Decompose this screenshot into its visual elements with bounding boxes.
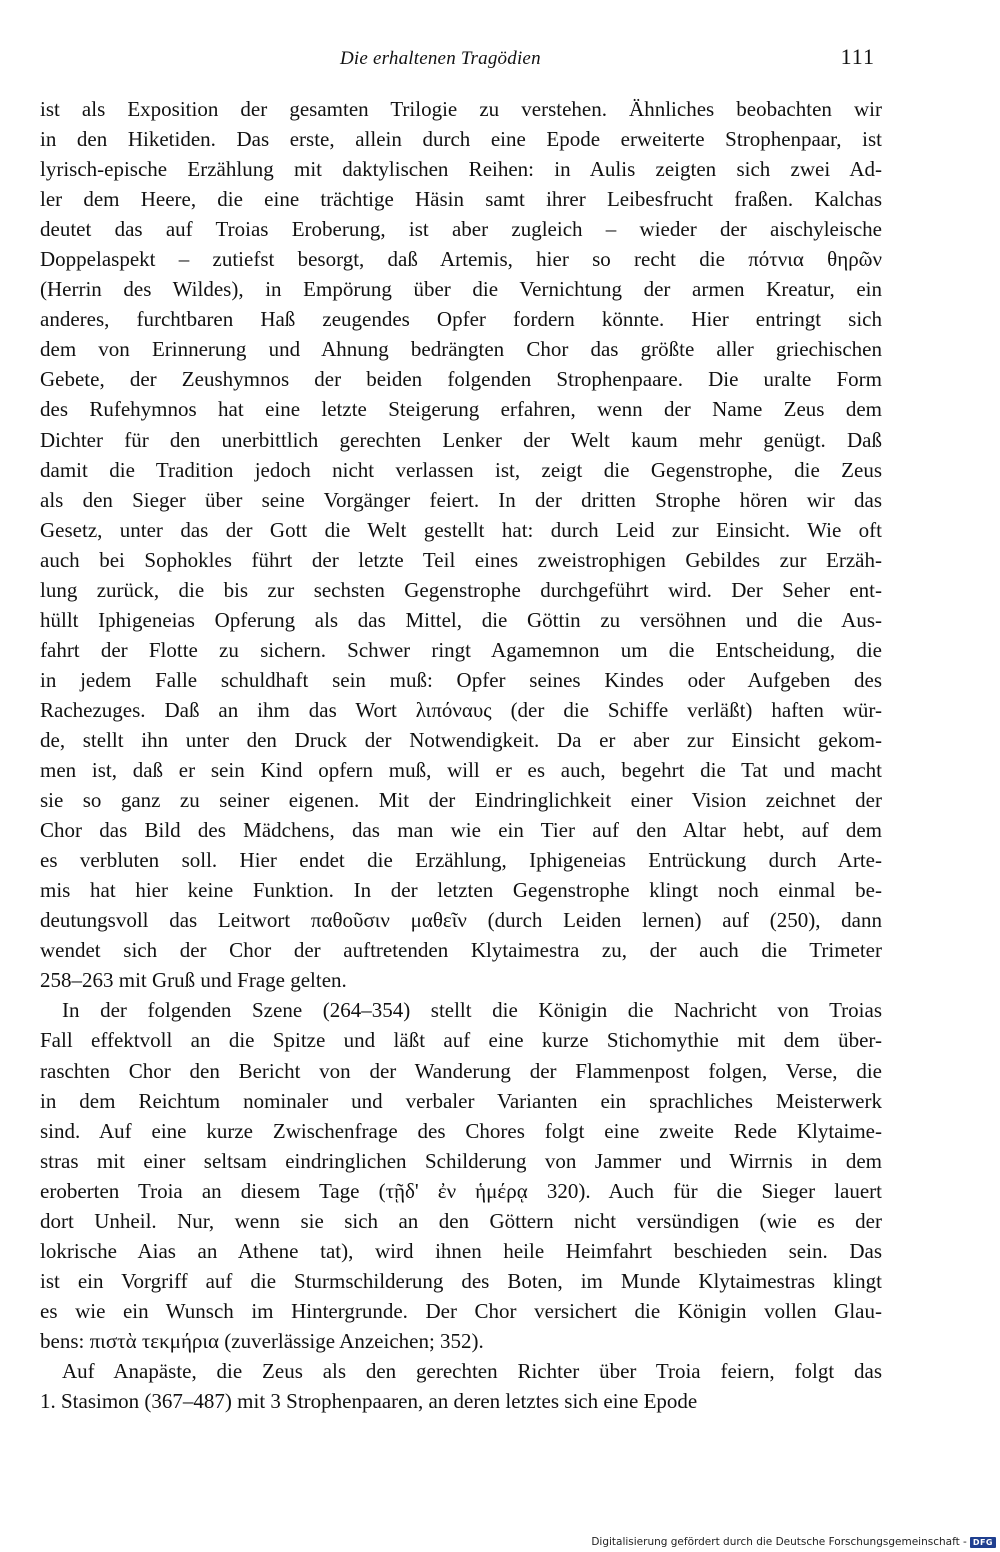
text-line: dem von Erinnerung und Ahnung bedrängten Chor das größte aller griechischen [40, 337, 882, 362]
text-line: (Herrin des Wildes), in Empörung über die Vernichtung der armen Kreatur, ein [40, 277, 882, 302]
text-line: deutungsvoll das Leitwort παθοῦσιν μαθεῖν (durch Leiden lernen) auf (250), dann [40, 908, 882, 933]
running-title: Die erhaltenen Tragödien [340, 48, 541, 69]
text-line: sind. Auf eine kurze Zwischenfrage des Chores folgt eine zweite Rede Klytaime- [40, 1118, 882, 1143]
text-line: auch bei Sophokles führt der letzte Teil eines zweistrophigen Gebildes zur Erzäh- [40, 547, 882, 572]
text-line: In der folgenden Szene (264–354) stellt die Königin die Nachricht von Troias [62, 998, 882, 1023]
text-line: Fall effektvoll an die Spitze und läßt auf eine kurze Stichomythie mit dem über- [40, 1028, 882, 1053]
page-number: 111 [840, 44, 875, 69]
text-line: in dem Reichtum nominaler und verbaler Varianten ein sprachliches Meisterwerk [40, 1088, 882, 1113]
paragraph [40, 995, 882, 1356]
text-line: anderes, furchtbaren Haß zeugendes Opfer fordern könnte. Hier entringt sich [40, 307, 882, 332]
text-line: in jedem Falle schuldhaft sein muß: Opfer seines Kindes oder Aufgeben des [40, 667, 882, 692]
body-text [40, 94, 882, 1416]
text-line: mis hat hier keine Funktion. In der letzten Gegenstrophe klingt noch einmal be- [40, 878, 882, 903]
text-line: ler dem Heere, die eine trächtige Häsin samt ihrer Leibesfrucht fraßen. Kalchas [40, 187, 882, 212]
text-line: bens: πιστὰ τεκμήρια (zuverlässige Anzeichen; 352). [40, 1328, 484, 1353]
text-line: ist als Exposition der gesamten Trilogie zu verstehen. Ähnliches beobachten wir [40, 97, 882, 121]
text-line: hüllt Iphigeneias Opferung als das Mittel, die Göttin zu versöhnen und die Aus- [40, 607, 882, 632]
text-line: raschten Chor den Bericht von der Wanderung der Flammenpost folgen, Verse, die [40, 1058, 882, 1083]
text-line: Rachezuges. Daß an ihm das Wort λιπόναυς (der die Schiffe verläßt) haften wür- [40, 697, 882, 722]
digitization-footer [591, 1536, 996, 1548]
text-line: in den Hiketiden. Das erste, allein durch eine Epode erweiterte Strophenpaar, ist [40, 127, 882, 152]
text-line: ist ein Vorgriff auf die Sturmschilderung des Boten, im Munde Klytaimestras klingt [40, 1268, 882, 1293]
text-line: Chor das Bild des Mädchens, das man wie ein Tier auf den Altar hebt, auf dem [40, 818, 882, 843]
text-line: lung zurück, die bis zur sechsten Gegenstrophe durchgeführt wird. Der Seher ent- [40, 577, 882, 602]
text-line: deutet das auf Troias Eroberung, ist aber zugleich – wieder der aischyleische [40, 217, 882, 242]
paragraph [40, 94, 882, 995]
text-line: 1. Stasimon (367–487) mit 3 Strophenpaaren, an deren letztes sich eine Epode [40, 1389, 698, 1414]
text-line: es verbluten soll. Hier endet die Erzählung, Iphigeneias Entrückung durch Arte- [40, 848, 882, 873]
text-line: dort Unheil. Nur, wenn sie sich an den Göttern nicht versündigen (wie es der [40, 1208, 882, 1233]
footer-credit: Digitalisierung gefördert durch die Deutsche Forschungsgemeinschaft - [591, 1536, 967, 1548]
text-line: Doppelaspekt – zutiefst besorgt, daß Artemis, hier so recht die πότνια θηρῶν [40, 247, 882, 272]
dfg-logo-icon: DFG [970, 1537, 996, 1548]
text-line: Auf Anapäste, die Zeus als den gerechten Richter über Troia feiern, folgt das [62, 1358, 882, 1383]
text-line: stras mit einer seltsam eindringlichen Schilderung von Jammer und Wirrnis in dem [40, 1148, 882, 1173]
paragraph [40, 1356, 882, 1416]
text-line: des Rufehymnos hat eine letzte Steigerung erfahren, wenn der Name Zeus dem [40, 397, 882, 422]
text-line: es wie ein Wunsch im Hintergrunde. Der Chor versichert die Königin vollen Glau- [40, 1298, 882, 1323]
text-line: Dichter für den unerbittlich gerechten Lenker der Welt kaum mehr genügt. Daß [40, 427, 882, 452]
text-line: sie so ganz zu seiner eigenen. Mit der Eindringlichkeit einer Vision zeichnet der [40, 788, 882, 813]
running-head [40, 44, 875, 74]
text-line: Gesetz, unter das der Gott die Welt gestellt hat: durch Leid zur Einsicht. Wie oft [40, 517, 882, 542]
text-line: damit die Tradition jedoch nicht verlassen ist, zeigt die Gegenstrophe, die Zeus [40, 457, 882, 482]
text-line: wendet sich der Chor der auftretenden Klytaimestra zu, der auch die Trimeter [40, 938, 882, 963]
text-line: 258–263 mit Gruß und Frage gelten. [40, 968, 347, 993]
text-line: lyrisch-epische Erzählung mit daktylischen Reihen: in Aulis zeigten sich zwei Ad- [40, 157, 882, 182]
text-line: fahrt der Flotte zu sichern. Schwer ringt Agamemnon um die Entscheidung, die [40, 637, 882, 662]
text-line: de, stellt ihn unter den Druck der Notwendigkeit. Da er aber zur Einsicht gekom- [40, 727, 882, 752]
text-line: lokrische Aias an Athene tat), wird ihnen heile Heimfahrt beschieden sein. Das [40, 1238, 882, 1263]
text-line: men ist, daß er sein Kind opfern muß, will er es auch, begehrt die Tat und macht [40, 758, 882, 783]
text-line: eroberten Troia an diesem Tage (τῇδ' ἐν ἡμέρᾳ 320). Auch für die Sieger lauert [40, 1178, 882, 1203]
text-line: Gebete, der Zeushymnos der beiden folgenden Strophenpaare. Die uralte Form [40, 367, 882, 392]
text-line: als den Sieger über seine Vorgänger feiert. In der dritten Strophe hören wir das [40, 487, 882, 512]
